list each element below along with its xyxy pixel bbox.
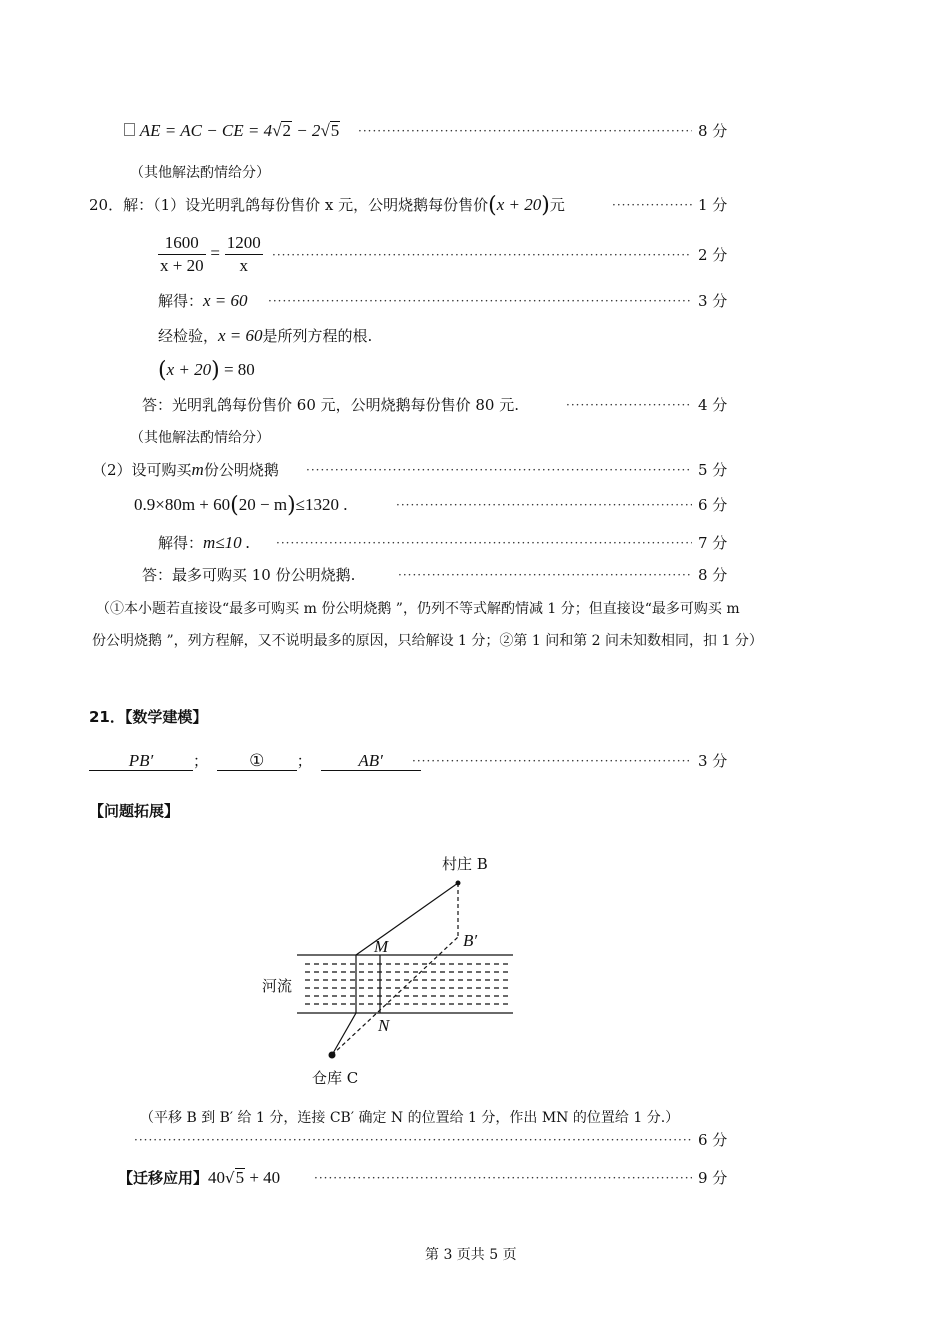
q21-title: 21．【数学建模】 (89, 708, 208, 726)
q20-intro-line: 20．解：（1）设光明乳鸽每份售价 x 元，公明烧鹅每份售价(x + 20)元 (89, 193, 565, 218)
extend-title: 【问题拓展】 (89, 802, 180, 820)
point-c (329, 1052, 336, 1059)
score-label: 8 分 (698, 566, 728, 584)
score-label: 3 分 (698, 292, 728, 310)
grading-note-line-2: 份公明烧鹅 ”，列方程解，又不说明最多的原因，只给解设 1 分；②第 1 问和第 2 问未知数相同，扣 1 分） (92, 633, 763, 649)
score-label: 9 分 (698, 1169, 728, 1187)
other-note: （其他解法酌情给分） (130, 430, 270, 446)
score-label: 6 分 (698, 496, 728, 514)
ae-equation: AE = AC − CE = 4√2 − 2√5 (139, 121, 340, 140)
score-label: 2 分 (698, 246, 728, 264)
answer-line-2: 答：最多可购买 10 份公明烧鹅. (142, 566, 356, 584)
price-expression: (x + 20) = 80 (158, 358, 255, 383)
segment-bm (356, 883, 458, 955)
inequality-line: 0.9×80m + 60(20 − m)≤1320 . (134, 493, 348, 518)
score-label: 7 分 (698, 534, 728, 552)
answer-line: 答：光明乳鸽每份售价 60 元，公明烧鹅每份售价 80 元. (142, 396, 520, 414)
label-m: M (374, 937, 389, 956)
segment-nc (332, 1013, 356, 1055)
leader-dots (314, 1168, 692, 1188)
fraction-right: $\frac{1200}{x}$ (226, 233, 261, 275)
other-note: （其他解法酌情给分） (130, 165, 270, 181)
leader-dots (134, 1130, 692, 1150)
warehouse-label: 仓库 C (312, 1069, 359, 1087)
blank-2: ① (217, 752, 297, 771)
part2-line: （2）设可购买m份公明烧鹅 (92, 460, 279, 479)
score-label: 3 分 (698, 752, 728, 770)
check-line: 经检验，x = 60是所列方程的根. (158, 326, 373, 345)
fraction-left: $\frac{1600}{x + 20}$ (160, 233, 204, 275)
q20-equation: $\frac{1600}{x + 20}$ = $\frac{1200}{x}$ (160, 233, 261, 275)
village-label: 村庄 B (442, 855, 488, 873)
river-label: 河流 (262, 977, 293, 995)
apply-line: 【迁移应用】40√5 + 40 (118, 1168, 281, 1187)
grading-note-line-1: （①本小题若直接设“最多可购买 m 份公明烧鹅 ”，仍列不等式解酌情减 1 分；但直接设“最多可购买 m (96, 601, 740, 617)
score-label: 8 分 (698, 122, 728, 140)
solve-line-2: 解得：m≤10 . (158, 533, 251, 552)
blanks-line: PB′ ； ① ； AB′ (89, 751, 421, 771)
label-b-prime: B′ (463, 931, 478, 950)
blank-3: AB′ (321, 752, 421, 771)
score-label: 6 分 (698, 1131, 728, 1149)
score-label: 5 分 (698, 461, 728, 479)
blank-1: PB′ (89, 752, 193, 771)
page-footer: 第 3 页共 5 页 (425, 1247, 517, 1263)
score-label: 1 分 (698, 196, 728, 214)
point-b (456, 881, 461, 886)
score-label: 4 分 (698, 396, 728, 414)
figure-note: （平移 B 到 B′ 给 1 分，连接 CB′ 确定 N 的位置给 1 分，作出 MN 的位置给 1 分.） (140, 1110, 680, 1126)
label-n: N (378, 1016, 390, 1035)
solve-line: 解得：x = 60 (158, 291, 248, 310)
river-water-lines (305, 964, 508, 1004)
